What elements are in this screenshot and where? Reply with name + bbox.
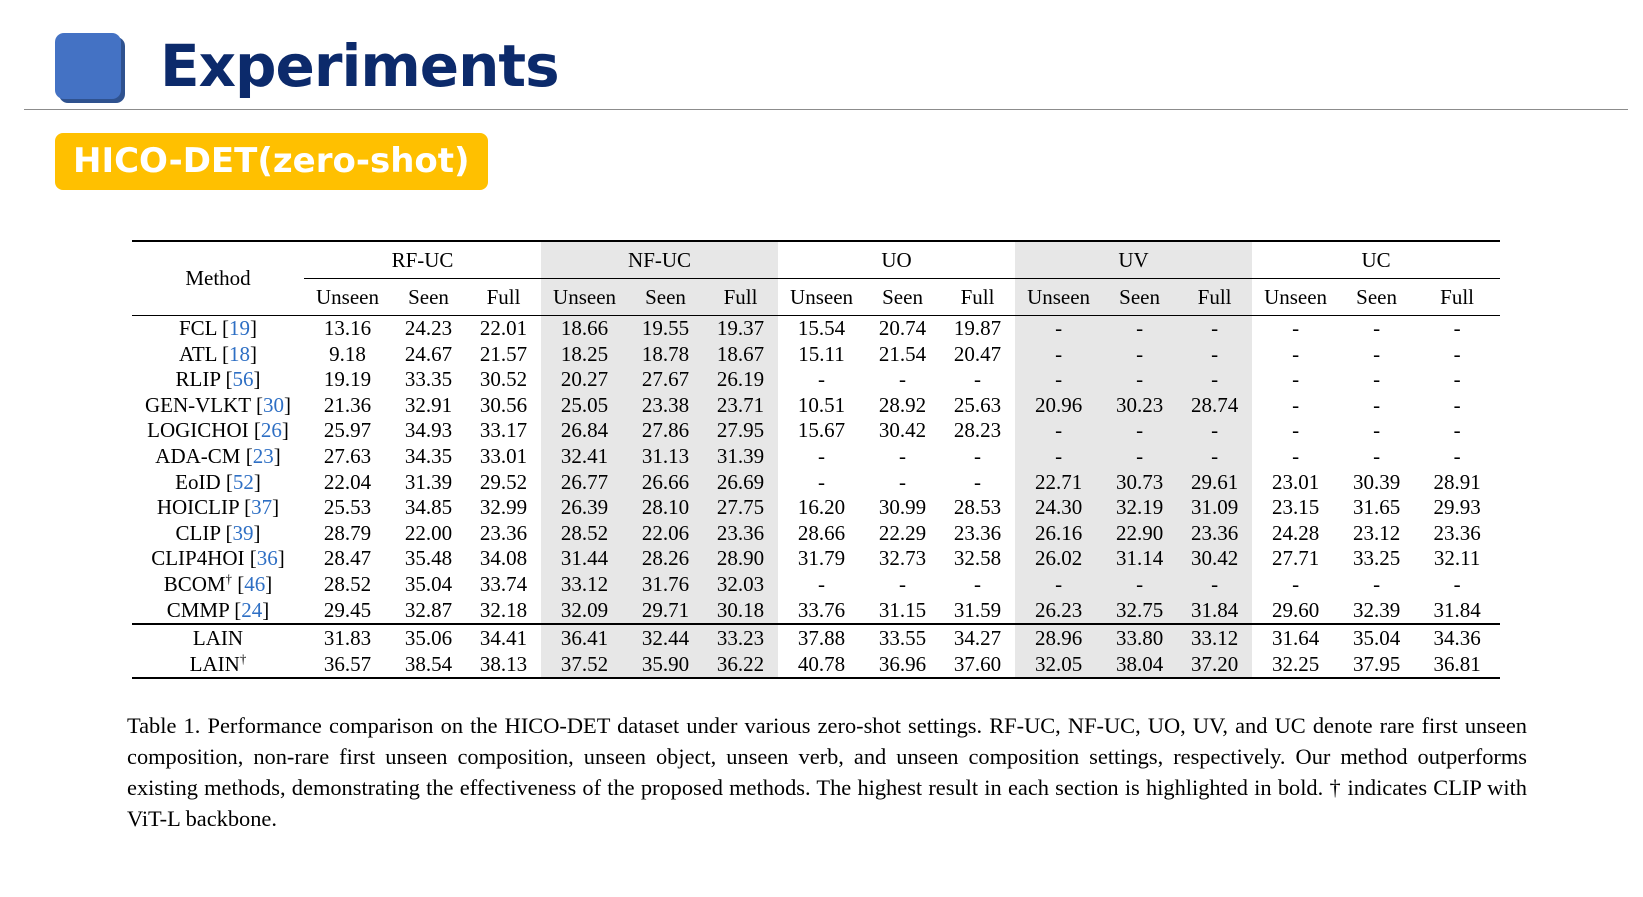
value-cell: 32.73 xyxy=(878,546,927,571)
value-cell: 15.67 xyxy=(797,418,846,443)
value-cell: 25.53 xyxy=(323,495,372,520)
value-cell-best: 32.25 xyxy=(1252,651,1339,678)
value-cell-best: 38.13 xyxy=(466,651,541,678)
subheader-seen: Seen xyxy=(391,279,466,316)
value-cell: - xyxy=(1453,571,1461,596)
value-cell: - xyxy=(1373,367,1381,392)
value-cell: 30.56 xyxy=(479,392,528,417)
value-cell-best: 33.55 xyxy=(865,624,940,651)
subheader-unseen: Unseen xyxy=(1252,279,1339,316)
value-cell: - xyxy=(818,469,826,494)
value-cell: 27.71 xyxy=(1271,546,1320,571)
value-cell: 30.42 xyxy=(878,418,927,443)
value-cell: 15.54 xyxy=(797,316,846,340)
value-cell: 18.67 xyxy=(703,342,778,368)
value-cell: 30.42 xyxy=(1177,546,1252,572)
value-cell: 32.39 xyxy=(1352,597,1401,622)
subheader-unseen: Unseen xyxy=(304,279,391,316)
value-cell: 30.18 xyxy=(703,598,778,625)
table-row xyxy=(132,572,1500,598)
value-cell: 26.69 xyxy=(703,470,778,496)
value-cell: 33.17 xyxy=(479,418,528,443)
value-cell-best: 35.04 xyxy=(1339,624,1414,651)
method-name: CLIP4HOI xyxy=(151,546,245,571)
value-cell: 31.39 xyxy=(404,469,453,494)
group-header-uo: UO xyxy=(778,241,1015,279)
table-row xyxy=(132,495,1500,521)
value-cell: 20.27 xyxy=(541,367,628,393)
value-cell: 31.59 xyxy=(953,597,1002,622)
value-cell: - xyxy=(1453,367,1461,392)
method-name: GEN-VLKT xyxy=(144,392,251,417)
value-cell: - xyxy=(1453,341,1461,366)
value-cell: 20.96 xyxy=(1015,393,1102,419)
value-cell-best: 40.78 xyxy=(778,651,865,678)
value-cell: 31.15 xyxy=(878,597,927,622)
value-cell: 25.63 xyxy=(953,392,1002,417)
value-cell: 28.79 xyxy=(323,520,372,545)
method-name: CMMP xyxy=(166,597,229,622)
value-cell: 33.76 xyxy=(797,597,846,622)
value-cell: 26.77 xyxy=(541,470,628,496)
method-cell xyxy=(132,624,304,651)
value-cell: - xyxy=(1292,341,1300,366)
value-cell: 23.01 xyxy=(1271,469,1320,494)
value-cell: 29.61 xyxy=(1177,470,1252,496)
value-cell-best: 35.90 xyxy=(628,651,703,678)
value-cell: - xyxy=(1373,316,1381,340)
value-cell: 33.12 xyxy=(541,572,628,598)
value-cell: - xyxy=(899,443,907,468)
value-cell: 29.52 xyxy=(479,469,528,494)
value-cell: - xyxy=(1102,444,1177,470)
value-cell-best: 32.05 xyxy=(1015,651,1102,678)
value-cell: 18.25 xyxy=(541,342,628,368)
value-cell-best: 33.23 xyxy=(703,624,778,651)
value-cell: 28.52 xyxy=(323,571,372,596)
value-cell: 32.11 xyxy=(1433,546,1481,571)
value-cell-best: 28.96 xyxy=(1015,624,1102,651)
value-cell: 27.63 xyxy=(323,443,372,468)
value-cell: 34.08 xyxy=(479,546,528,571)
value-cell: 34.93 xyxy=(404,418,453,443)
value-cell: 27.67 xyxy=(628,367,703,393)
value-cell: 29.71 xyxy=(628,598,703,625)
value-cell: 30.73 xyxy=(1102,470,1177,496)
value-cell: 30.52 xyxy=(479,367,528,392)
value-cell: 19.87 xyxy=(953,316,1002,340)
value-cell: 30.39 xyxy=(1352,469,1401,494)
value-cell: 28.23 xyxy=(953,418,1002,443)
value-cell: - xyxy=(1373,341,1381,366)
table-row xyxy=(132,470,1500,496)
value-cell: 29.45 xyxy=(323,597,372,622)
value-cell: 28.53 xyxy=(953,495,1002,520)
value-cell: - xyxy=(818,443,826,468)
value-cell: 31.79 xyxy=(797,546,846,571)
subheader-full: Full xyxy=(1414,279,1500,316)
citation-link[interactable]: 36 xyxy=(256,546,278,571)
value-cell: 20.74 xyxy=(878,316,927,340)
value-cell: - xyxy=(1015,444,1102,470)
value-cell-best: 33.12 xyxy=(1177,624,1252,651)
value-cell: 31.39 xyxy=(703,444,778,470)
method-cell xyxy=(132,651,304,678)
citation-link[interactable]: 39 xyxy=(232,520,254,545)
value-cell-best: 37.20 xyxy=(1177,651,1252,678)
value-cell: 19.19 xyxy=(323,367,372,392)
value-cell: - xyxy=(1102,342,1177,368)
value-cell: 31.13 xyxy=(628,444,703,470)
value-cell: - xyxy=(1292,443,1300,468)
subheader-seen: Seen xyxy=(628,279,703,316)
value-cell: 24.67 xyxy=(404,341,453,366)
value-cell-best: 31.64 xyxy=(1252,624,1339,651)
method-cell: GEN-VLKT [30] xyxy=(144,392,291,417)
table-row xyxy=(132,367,1500,393)
value-cell: - xyxy=(1292,367,1300,392)
value-cell: 22.06 xyxy=(628,521,703,547)
value-cell: 29.60 xyxy=(1271,597,1320,622)
value-cell: 28.74 xyxy=(1177,393,1252,419)
value-cell-best: 37.60 xyxy=(940,651,1015,678)
value-cell: - xyxy=(974,469,982,494)
value-cell: 32.18 xyxy=(479,597,528,622)
value-cell: 33.25 xyxy=(1352,546,1401,571)
method-name: ADA-CM xyxy=(155,443,241,468)
method-name: RLIP xyxy=(175,367,221,392)
value-cell: 26.02 xyxy=(1015,546,1102,572)
value-cell: 25.97 xyxy=(323,418,372,443)
subheader-unseen: Unseen xyxy=(541,279,628,316)
value-cell: 20.47 xyxy=(953,341,1002,366)
method-name: CLIP xyxy=(175,520,221,545)
value-cell: - xyxy=(1292,392,1300,417)
table-row xyxy=(132,342,1500,368)
value-cell: 30.23 xyxy=(1102,393,1177,419)
table-row xyxy=(132,393,1500,419)
value-cell-best: 36.57 xyxy=(304,651,391,678)
value-cell: - xyxy=(1015,316,1102,342)
citation-link[interactable]: 26 xyxy=(260,418,282,443)
method-cell: BCOM† [46] xyxy=(163,570,273,596)
subheader-full: Full xyxy=(466,279,541,316)
value-cell: - xyxy=(899,571,907,596)
value-cell: 22.90 xyxy=(1102,521,1177,547)
value-cell: 28.52 xyxy=(541,521,628,547)
value-cell-best: 34.27 xyxy=(940,624,1015,651)
value-cell: 13.16 xyxy=(323,316,372,340)
dagger-mark: † xyxy=(239,651,247,667)
value-cell: 26.84 xyxy=(541,418,628,444)
value-cell: 23.15 xyxy=(1271,495,1320,520)
value-cell-best: 37.95 xyxy=(1339,651,1414,678)
value-cell: 33.74 xyxy=(479,571,528,596)
value-cell: 32.03 xyxy=(703,572,778,598)
value-cell: 29.93 xyxy=(1433,495,1481,520)
value-cell: 26.39 xyxy=(541,495,628,521)
value-cell-best: 36.96 xyxy=(865,651,940,678)
results-table-container xyxy=(132,240,1500,679)
value-cell: - xyxy=(1102,418,1177,444)
value-cell: 26.66 xyxy=(628,470,703,496)
subheader-seen: Seen xyxy=(1102,279,1177,316)
value-cell: 23.38 xyxy=(628,393,703,419)
method-cell: LOGICHOI [26] xyxy=(147,418,289,443)
value-cell: - xyxy=(1177,444,1252,470)
value-cell: 26.23 xyxy=(1015,598,1102,625)
value-cell: 28.10 xyxy=(628,495,703,521)
value-cell-best: 38.04 xyxy=(1102,651,1177,678)
value-cell: 32.41 xyxy=(541,444,628,470)
method-cell: HOICLIP [37] xyxy=(156,495,280,520)
value-cell: 24.23 xyxy=(404,316,453,340)
table-caption: Table 1. Performance comparison on the HICO-DET dataset under various zero-shot settings. RF-UC, NF-UC, UO, UV, and UC denote rare first unseen composition, non-rare first unseen composition, unseen object, unseen verb, and unseen composition settings, respectively. Our method outperforms existing methods, demonstrating the effectiveness of the proposed methods. The highest result in each section is highlighted in bold. † indicates CLIP with ViT-L backbone. xyxy=(127,713,1527,831)
group-header-rf-uc: RF-UC xyxy=(304,241,541,279)
value-cell: - xyxy=(1177,572,1252,598)
method-cell: CLIP [39] xyxy=(175,520,261,545)
value-cell: 32.91 xyxy=(404,392,453,417)
value-cell: - xyxy=(1453,316,1461,340)
value-cell: - xyxy=(1177,316,1252,342)
value-cell: 18.78 xyxy=(628,342,703,368)
value-cell: 31.14 xyxy=(1102,546,1177,572)
value-cell-best: 37.52 xyxy=(541,651,628,678)
method-cell: ATL [18] xyxy=(179,341,257,366)
value-cell: - xyxy=(1373,392,1381,417)
value-cell: 31.09 xyxy=(1177,495,1252,521)
value-cell: - xyxy=(1373,418,1381,443)
value-cell: 35.04 xyxy=(404,571,453,596)
title-square-icon xyxy=(55,33,121,99)
value-cell: - xyxy=(1015,572,1102,598)
table-row xyxy=(132,316,1500,342)
value-cell-best: 32.44 xyxy=(628,624,703,651)
value-cell: 9.18 xyxy=(329,341,366,366)
value-cell: 31.65 xyxy=(1352,495,1401,520)
value-cell: 31.84 xyxy=(1433,597,1481,622)
method-name: LAIN xyxy=(192,626,244,651)
citation-link[interactable]: 23 xyxy=(252,443,274,468)
value-cell-best: 33.80 xyxy=(1102,624,1177,651)
citation-link[interactable]: 46 xyxy=(244,571,266,596)
value-cell-best: 34.36 xyxy=(1414,624,1500,651)
value-cell: 21.36 xyxy=(323,392,372,417)
value-cell-best: 38.54 xyxy=(391,651,466,678)
value-cell: - xyxy=(1453,443,1461,468)
value-cell: 19.55 xyxy=(628,316,703,342)
value-cell: 24.28 xyxy=(1271,520,1320,545)
citation-link[interactable]: 24 xyxy=(241,597,263,622)
value-cell: - xyxy=(1177,418,1252,444)
value-cell: - xyxy=(1102,316,1177,342)
group-header-nf-uc: NF-UC xyxy=(541,241,778,279)
value-cell: 28.92 xyxy=(878,392,927,417)
value-cell: 15.11 xyxy=(798,341,845,366)
value-cell: 23.71 xyxy=(703,393,778,419)
method-cell: ADA-CM [23] xyxy=(155,443,281,468)
method-name: FCL xyxy=(179,316,217,340)
value-cell: 26.16 xyxy=(1015,521,1102,547)
value-cell: 32.58 xyxy=(953,546,1002,571)
value-cell: 32.19 xyxy=(1102,495,1177,521)
value-cell: 21.54 xyxy=(878,341,927,366)
value-cell: 23.36 xyxy=(1177,521,1252,547)
value-cell: 32.99 xyxy=(479,495,528,520)
value-cell: 24.30 xyxy=(1015,495,1102,521)
method-cell: FCL [19] xyxy=(179,316,257,340)
value-cell: - xyxy=(899,469,907,494)
subheader-seen: Seen xyxy=(865,279,940,316)
value-cell: 27.95 xyxy=(703,418,778,444)
subheader-unseen: Unseen xyxy=(778,279,865,316)
value-cell: 28.26 xyxy=(628,546,703,572)
value-cell: - xyxy=(1292,316,1300,340)
subheader-unseen: Unseen xyxy=(1015,279,1102,316)
method-cell: EoID [52] xyxy=(175,469,261,494)
citation-link[interactable]: 19 xyxy=(228,316,250,340)
method-name: LOGICHOI xyxy=(147,418,249,443)
value-cell: - xyxy=(1373,571,1381,596)
method-name: EoID xyxy=(175,469,221,494)
value-cell: - xyxy=(1102,367,1177,393)
value-cell: 28.91 xyxy=(1433,469,1481,494)
value-cell: 32.87 xyxy=(404,597,453,622)
value-cell: 27.75 xyxy=(703,495,778,521)
value-cell: 31.44 xyxy=(541,546,628,572)
value-cell-best: 35.06 xyxy=(391,624,466,651)
value-cell: - xyxy=(1292,571,1300,596)
value-cell: 28.90 xyxy=(703,546,778,572)
group-header-uc: UC xyxy=(1252,241,1500,279)
value-cell: 32.75 xyxy=(1102,598,1177,625)
value-cell-best: 36.81 xyxy=(1414,651,1500,678)
ours-row xyxy=(132,624,1500,651)
value-cell: - xyxy=(1177,367,1252,393)
value-cell: - xyxy=(1015,418,1102,444)
value-cell: 18.66 xyxy=(541,316,628,342)
subheader-full: Full xyxy=(703,279,778,316)
value-cell: - xyxy=(818,571,826,596)
value-cell: 34.85 xyxy=(404,495,453,520)
citation-link[interactable]: 30 xyxy=(263,392,284,417)
method-name: LAIN xyxy=(189,652,240,677)
value-cell: - xyxy=(974,367,982,392)
citation-link[interactable]: 18 xyxy=(228,341,250,366)
value-cell: - xyxy=(818,367,826,392)
table-row xyxy=(132,546,1500,572)
dagger-mark: † xyxy=(225,570,233,586)
value-cell: 32.09 xyxy=(541,598,628,625)
value-cell: 16.20 xyxy=(797,495,846,520)
method-cell: RLIP [56] xyxy=(175,367,261,392)
value-cell: 10.51 xyxy=(797,392,846,417)
value-cell: 22.29 xyxy=(878,520,927,545)
value-cell: 28.47 xyxy=(323,546,372,571)
value-cell-best: 31.83 xyxy=(304,624,391,651)
method-cell: CLIP4HOI [36] xyxy=(151,546,285,571)
value-cell: 31.76 xyxy=(628,572,703,598)
value-cell: 22.71 xyxy=(1015,470,1102,496)
value-cell: - xyxy=(974,443,982,468)
value-cell: 25.05 xyxy=(541,393,628,419)
value-cell: 22.04 xyxy=(323,469,372,494)
value-cell: 28.66 xyxy=(797,520,846,545)
method-name: ATL xyxy=(179,341,217,366)
value-cell: 30.99 xyxy=(878,495,927,520)
value-cell: 22.00 xyxy=(404,520,453,545)
value-cell-best: 36.41 xyxy=(541,624,628,651)
value-cell-best: 36.22 xyxy=(703,651,778,678)
value-cell: 35.48 xyxy=(404,546,453,571)
value-cell: - xyxy=(1177,342,1252,368)
citation-link[interactable]: 56 xyxy=(232,367,254,392)
value-cell: 27.86 xyxy=(628,418,703,444)
citation-link[interactable]: 52 xyxy=(232,469,254,494)
value-cell: 23.12 xyxy=(1352,520,1401,545)
citation-link[interactable]: 37 xyxy=(251,495,273,520)
method-cell: CMMP [24] xyxy=(166,597,270,622)
table-row xyxy=(132,598,1500,625)
subheader-seen: Seen xyxy=(1339,279,1414,316)
method-name: BCOM xyxy=(163,571,226,596)
value-cell: - xyxy=(899,367,907,392)
value-cell: - xyxy=(1015,342,1102,368)
value-cell: 21.57 xyxy=(479,341,528,366)
value-cell: - xyxy=(1453,418,1461,443)
slide-title: Experiments xyxy=(160,32,559,100)
value-cell: 33.01 xyxy=(479,443,528,468)
value-cell: 19.37 xyxy=(703,316,778,342)
table-row xyxy=(132,418,1500,444)
value-cell: 34.35 xyxy=(404,443,453,468)
value-cell: - xyxy=(1453,392,1461,417)
value-cell: 23.36 xyxy=(953,520,1002,545)
subheader-full: Full xyxy=(940,279,1015,316)
method-header: Method xyxy=(132,241,304,316)
table-row xyxy=(132,521,1500,547)
section-badge: HICO-DET(zero-shot) xyxy=(55,133,488,190)
value-cell: - xyxy=(1373,443,1381,468)
value-cell: 23.36 xyxy=(1433,520,1481,545)
value-cell: 33.35 xyxy=(404,367,453,392)
value-cell: 31.84 xyxy=(1177,598,1252,625)
ours-row xyxy=(132,651,1500,678)
value-cell-best: 34.41 xyxy=(466,624,541,651)
subheader-full: Full xyxy=(1177,279,1252,316)
value-cell: - xyxy=(1102,572,1177,598)
method-name: HOICLIP xyxy=(156,495,239,520)
value-cell: 23.36 xyxy=(703,521,778,547)
value-cell: 26.19 xyxy=(703,367,778,393)
value-cell: - xyxy=(1015,367,1102,393)
value-cell: 22.01 xyxy=(479,316,528,340)
value-cell: - xyxy=(1292,418,1300,443)
results-table xyxy=(132,240,1500,679)
value-cell-best: 37.88 xyxy=(778,624,865,651)
value-cell: - xyxy=(974,571,982,596)
group-header-uv: UV xyxy=(1015,241,1252,279)
title-divider xyxy=(24,109,1628,110)
value-cell: 23.36 xyxy=(479,520,528,545)
table-row xyxy=(132,444,1500,470)
